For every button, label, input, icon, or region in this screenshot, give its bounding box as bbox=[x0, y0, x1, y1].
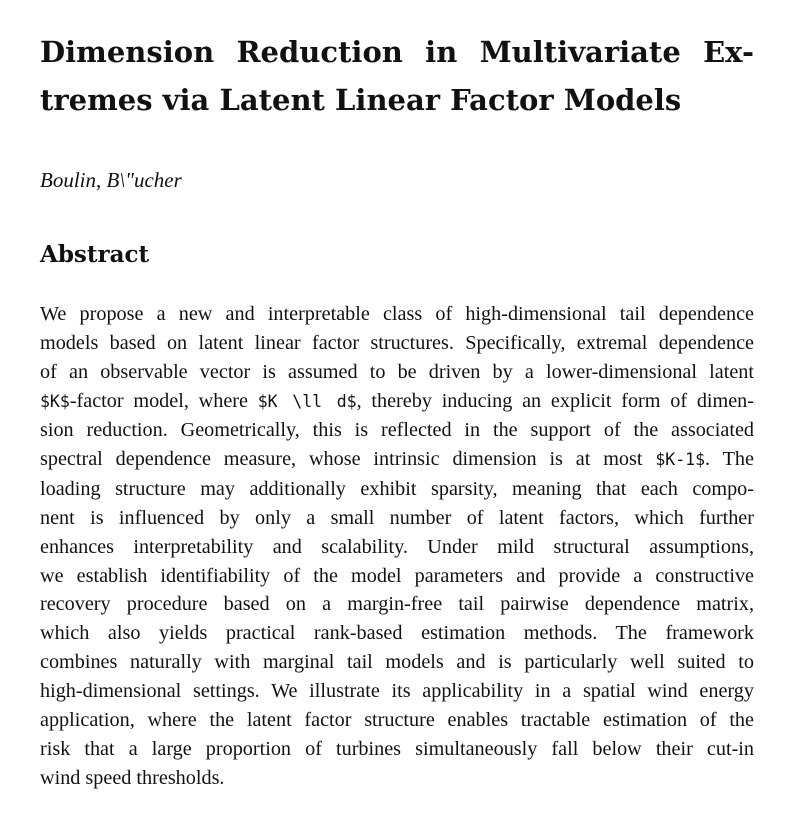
abstract-text: application, where the latent factor structure enables tractable estimation of the bbox=[40, 708, 754, 731]
abstract-line bbox=[40, 706, 754, 735]
paper-authors: Boulin, B\"ucher bbox=[40, 168, 182, 192]
abstract-text: . The bbox=[705, 448, 754, 471]
abstract-line bbox=[40, 619, 754, 648]
abstract-line bbox=[40, 300, 754, 329]
title-line-1: Dimension Reduction in Multivariate Ex- bbox=[40, 35, 754, 69]
abstract-line bbox=[40, 358, 754, 387]
paper-page bbox=[40, 28, 754, 792]
abstract-text: enhances interpretability and scalability. Under mild structural assumptions, bbox=[40, 535, 754, 558]
abstract-line bbox=[40, 590, 754, 619]
abstract-text: recovery procedure based on a margin-free tail pairwise dependence matrix, bbox=[40, 593, 754, 616]
abstract-line bbox=[40, 329, 754, 358]
abstract-text: sion reduction. Geometrically, this is reflected in the support of the associated bbox=[40, 419, 754, 442]
abstract-line bbox=[40, 764, 754, 793]
abstract-text: of an observable vector is assumed to be driven by a lower-dimensional latent bbox=[40, 360, 754, 383]
abstract-line bbox=[40, 735, 754, 764]
abstract-line bbox=[40, 475, 754, 504]
abstract-text: spectral dependence measure, whose intrinsic dimension is at most bbox=[40, 448, 656, 471]
abstract-text: risk that a large proportion of turbines simultaneously fall below their cut-in bbox=[40, 737, 754, 760]
inline-math-code: $K \ll d$ bbox=[257, 391, 357, 411]
abstract-line bbox=[40, 387, 754, 417]
abstract-heading: Abstract bbox=[40, 241, 150, 268]
abstract-text: models based on latent linear factor structures. Specifically, extremal dependence bbox=[40, 331, 754, 354]
abstract-text: we establish identifiability of the model parameters and provide a constructive bbox=[40, 564, 754, 587]
abstract-line bbox=[40, 648, 754, 677]
abstract-line bbox=[40, 677, 754, 706]
abstract-line bbox=[40, 533, 754, 562]
title-line-2: tremes via Latent Linear Factor Models bbox=[40, 83, 682, 117]
abstract-text: combines naturally with marginal tail models and is particularly well suited to bbox=[40, 651, 754, 674]
abstract-text: which also yields practical rank-based estimation methods. The framework bbox=[40, 622, 754, 645]
abstract-line bbox=[40, 445, 754, 475]
abstract-text: nent is influenced by only a small number of latent factors, which further bbox=[40, 506, 754, 529]
abstract-line bbox=[40, 416, 754, 445]
abstract-text: -factor model, where bbox=[69, 389, 258, 412]
inline-math-code: $K$ bbox=[40, 391, 70, 411]
abstract-text: , thereby inducing an explicit form of dimen- bbox=[356, 389, 754, 412]
abstract-text: We propose a new and interpretable class of high-dimensional tail dependence bbox=[40, 303, 754, 325]
paper-title bbox=[40, 28, 754, 124]
abstract-line bbox=[40, 504, 754, 533]
abstract-text: loading structure may additionally exhibit sparsity, meaning that each compo- bbox=[40, 478, 754, 501]
inline-math-code: $K-1$ bbox=[655, 450, 706, 470]
abstract-line bbox=[40, 562, 754, 591]
abstract-body bbox=[40, 300, 754, 792]
abstract-text: high-dimensional settings. We illustrate its applicability in a spatial wind energy bbox=[40, 679, 754, 702]
abstract-text: wind speed thresholds. bbox=[40, 766, 225, 789]
